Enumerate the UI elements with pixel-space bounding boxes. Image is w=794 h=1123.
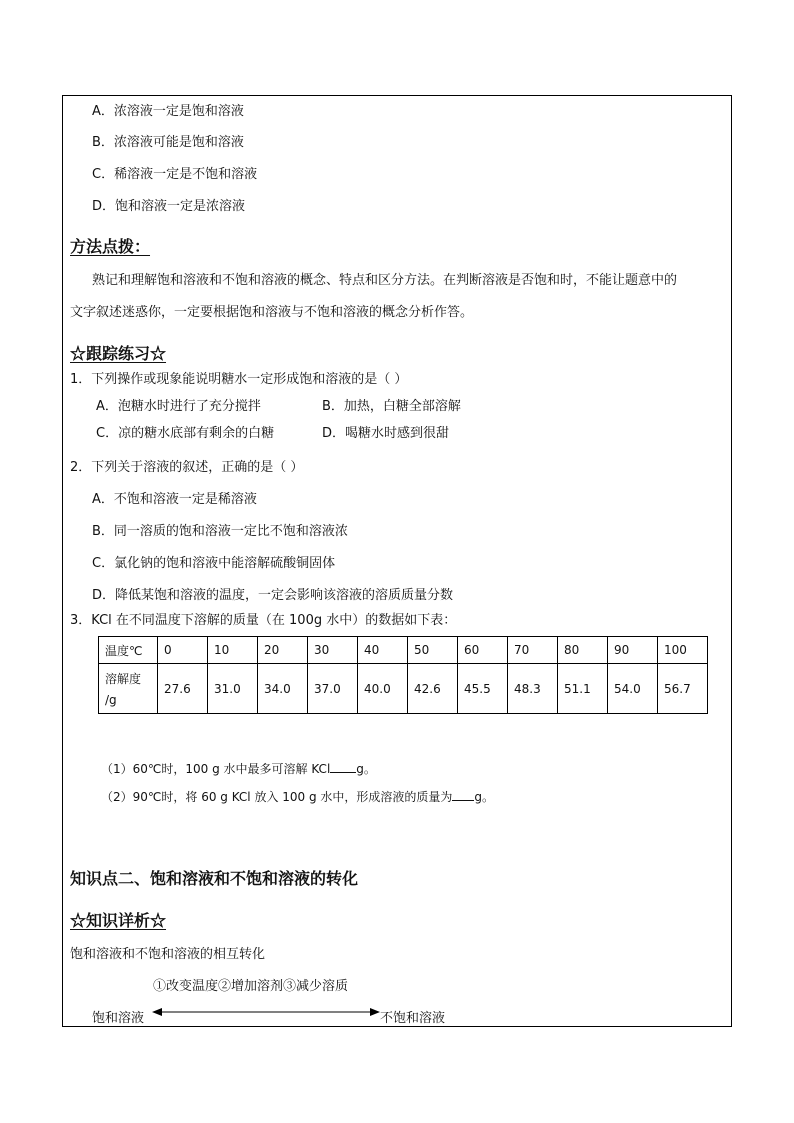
solubility-cell: 48.3 [508, 664, 558, 714]
method-line-2: 文字叙述迷惑你，一定要根据饱和溶液与不饱和溶液的概念分析作答。 [70, 305, 474, 320]
practice-title: ☆跟踪练习☆ [70, 344, 167, 363]
temp-cell: 50 [408, 637, 458, 664]
prev-option-a: A．浓溶液一定是饱和溶液 [92, 104, 244, 119]
solubility-cell: 37.0 [308, 664, 358, 714]
q1-option-d: D．喝糖水时感到很甜 [322, 426, 450, 441]
solubility-row [99, 664, 708, 714]
q3-stem: 3．KCl 在不同温度下溶解的质量（在 100g 水中）的数据如下表： [70, 613, 457, 628]
temperature-row [99, 637, 708, 664]
unsaturated-term: 不饱和溶液 [380, 1011, 446, 1026]
prev-option-d: D．饱和溶液一定是浓溶液 [92, 199, 246, 214]
solubility-cell: 45.5 [458, 664, 508, 714]
analysis-title: ☆知识详析☆ [70, 911, 167, 930]
method-title: 方法点拨： [70, 237, 151, 256]
temperature-label: 温度℃ [99, 637, 158, 664]
q1-option-c: C．凉的糖水底部有剩余的白糖 [96, 426, 275, 441]
q3-sub-2 [101, 788, 494, 805]
temp-cell: 20 [258, 637, 308, 664]
q3-sub-2-unit: g。 [474, 790, 495, 804]
q2-option-b: B．同一溶质的饱和溶液一定比不饱和溶液浓 [92, 524, 348, 539]
q2-stem: 2．下列关于溶液的叙述，正确的是（ ） [70, 460, 304, 475]
q3-sub-2-blank[interactable] [452, 788, 474, 801]
saturated-term: 饱和溶液 [92, 1011, 145, 1026]
temp-cell: 0 [158, 637, 208, 664]
solubility-cell: 27.6 [158, 664, 208, 714]
q2-option-d: D．降低某饱和溶液的温度，一定会影响该溶液的溶质质量分数 [92, 588, 454, 603]
solubility-cell: 54.0 [608, 664, 658, 714]
temp-cell: 80 [558, 637, 608, 664]
section-2-title: 知识点二、饱和溶液和不饱和溶液的转化 [70, 869, 359, 888]
temp-cell: 90 [608, 637, 658, 664]
q2-option-c: C．氯化钠的饱和溶液中能溶解硫酸铜固体 [92, 556, 336, 571]
q1-option-b: B．加热，白糖全部溶解 [322, 399, 461, 414]
conversion-methods-label: ①改变温度②增加溶剂③减少溶质 [153, 979, 349, 994]
temp-cell: 40 [358, 637, 408, 664]
solubility-label-line-1: 溶解度 [105, 672, 142, 686]
prev-option-c: C．稀溶液一定是不饱和溶液 [92, 167, 258, 182]
kcl-solubility-table [98, 636, 708, 714]
q3-sub-1-blank[interactable] [330, 760, 356, 773]
solubility-cell: 51.1 [558, 664, 608, 714]
solubility-label-line-2: /g [105, 693, 117, 707]
temp-cell: 10 [208, 637, 258, 664]
q2-option-a: A．不饱和溶液一定是稀溶液 [92, 492, 257, 507]
solubility-cell: 31.0 [208, 664, 258, 714]
conversion-intro: 饱和溶液和不饱和溶液的相互转化 [70, 947, 266, 962]
q3-sub-1-unit: g。 [356, 762, 376, 776]
q1-stem: 1．下列操作或现象能说明糖水一定形成饱和溶液的是（ ） [70, 372, 408, 387]
solubility-cell: 56.7 [658, 664, 708, 714]
temp-cell: 70 [508, 637, 558, 664]
solubility-cell: 42.6 [408, 664, 458, 714]
solubility-cell: 40.0 [358, 664, 408, 714]
q3-sub-2-text: （2）90℃时，将 60 g KCl 放入 100 g 水中，形成溶液的质量为 [101, 790, 453, 804]
temp-cell: 60 [458, 637, 508, 664]
temp-cell: 30 [308, 637, 358, 664]
q1-option-a: A．泡糖水时进行了充分搅拌 [96, 399, 261, 414]
method-line-1: 熟记和理解饱和溶液和不饱和溶液的概念、特点和区分方法。在判断溶液是否饱和时，不能让题意中的 [92, 273, 678, 288]
solubility-label [99, 664, 158, 714]
q3-sub-1 [101, 760, 376, 777]
solubility-cell: 34.0 [258, 664, 308, 714]
prev-option-b: B．浓溶液可能是饱和溶液 [92, 135, 244, 150]
double-arrow-icon [152, 1006, 380, 1018]
q3-sub-1-text: （1）60℃时，100 g 水中最多可溶解 KCl [101, 762, 331, 776]
temp-cell: 100 [658, 637, 708, 664]
